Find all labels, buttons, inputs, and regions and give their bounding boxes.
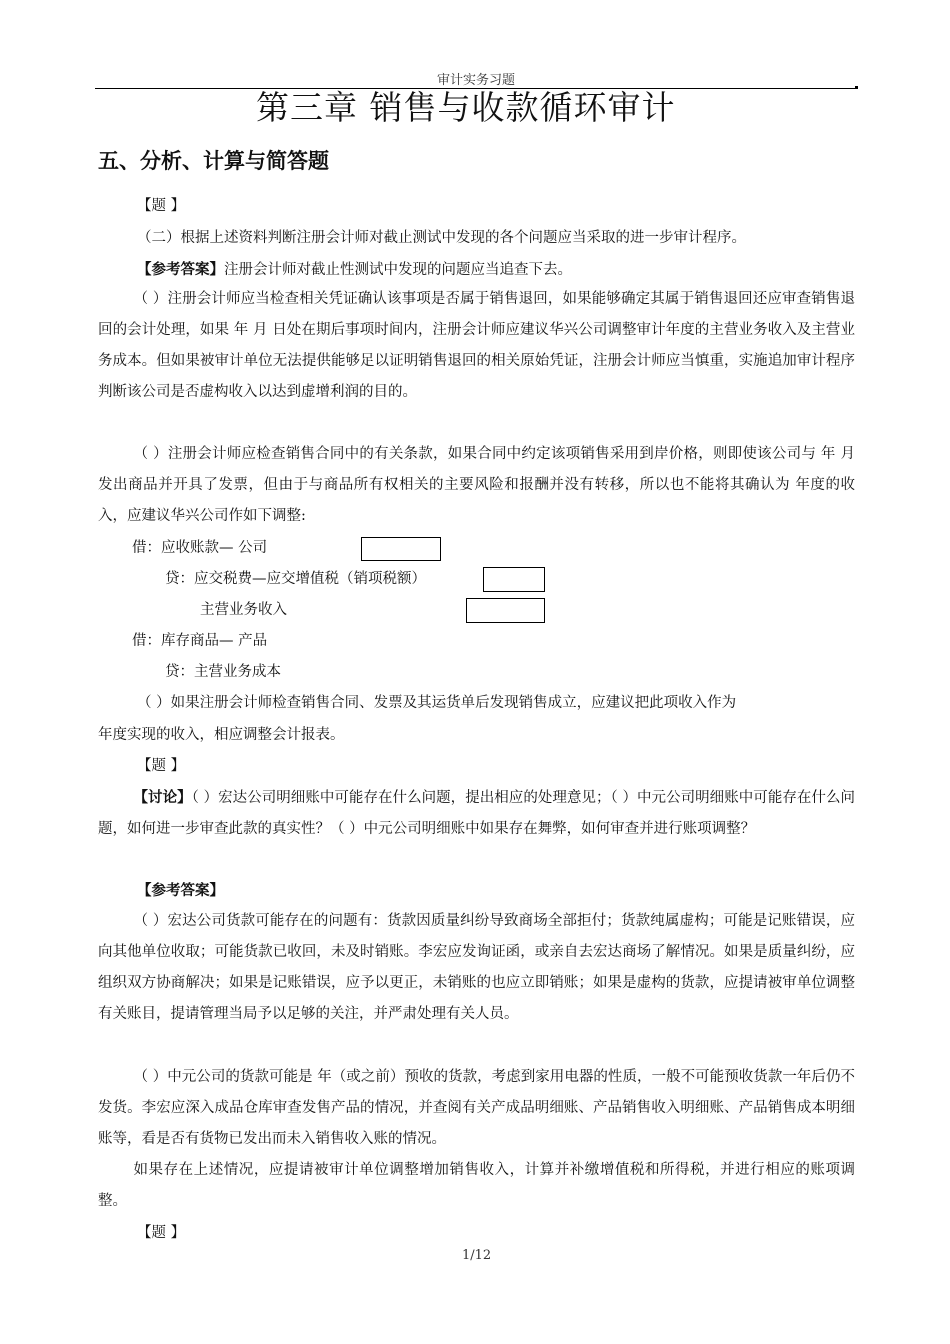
discussion-label: 【讨论】 [133, 789, 192, 806]
journal-entry-debit-inventory: 借：库存商品— 产品 [132, 633, 268, 649]
answer-intro: 注册会计师对截止性测试中发现的问题应当追查下去。 [224, 262, 572, 278]
answer-paragraph-5: （ ）中元公司的货款可能是 年（或之前）预收的货款，考虑到家用电器的性质，一般不可能预收货款一年后仍不发货。李宏应深入成品仓库审查发售产品的情况，并查阅有关产成品明细账、产品销售收入明细账、产品销售成本明细账等，看是否有货物已发出而未入销售收入账的情况。 [98, 1069, 855, 1147]
journal-entry-credit-revenue: 主营业务收入 [200, 602, 287, 618]
chapter-title: 第三章 销售与收款循环审计 [256, 88, 676, 127]
page-number: 1/12 [462, 1248, 492, 1263]
discussion-paragraph [98, 782, 855, 845]
answer-paragraph-6: 如果存在上述情况，应提请被审计单位调整增加销售收入，计算并补缴增值税和所得税，并进行相应的账项调整。 [98, 1162, 855, 1209]
question-label: 【题 】 [137, 198, 186, 214]
answer-paragraph-4: （ ）宏达公司货款可能存在的问题有：货款因质量纠纷导致商场全部拒付；货款纯属虚构；可能是记账错误，应向其他单位收取；可能货款已收回，未及时销账。李宏应发询证函，或亲自去宏达商场了解情况。如果是质量纠纷，应组织双方协商解决；如果是记账错误，应予以更正，未销账的也应立即销账；如果是虚构的货款，应提请被审单位调整有关账目，提请管理当局予以足够的关注，并严肃处理有关人员。 [98, 913, 855, 1022]
amount-box [466, 598, 545, 623]
journal-entry-debit-receivable: 借：应收账款— 公司 [132, 540, 268, 556]
answer-label: 【参考答案】 [137, 261, 224, 278]
question-label: 【题 】 [137, 1225, 186, 1241]
answer-paragraph-3a: （ ）如果注册会计师检查销售合同、发票及其运货单后发现销售成立，应建议把此项收入作为 [137, 695, 737, 711]
answer-line [137, 254, 572, 286]
page-header: 审计实务习题 [437, 73, 516, 88]
answer-paragraph-3b: 年度实现的收入，相应调整会计报表。 [98, 727, 345, 743]
section-title: 五、分析、计算与简答题 [98, 149, 329, 173]
amount-box [361, 537, 441, 561]
answer-label: 【参考答案】 [137, 882, 224, 899]
journal-entry-credit-tax: 贷：应交税费—应交增值税（销项税额） [165, 571, 426, 587]
answer-paragraph-1: （ ）注册会计师应当检查相关凭证确认该事项是否属于销售退回，如果能够确定其属于销售退回还应审查销售退回的会计处理，如果 年 月 日处在期后事项时间内，注册会计师应建议华兴公司调整审计年度的主营业务收入及主营业务成本。但如果被审计单位无法提供能够足以证明销售退回的相关原始凭证，注册会计师应当慎重，实施追加审计程序判断该公司是否虚构收入以达到虚增利润的目的。 [98, 291, 855, 400]
question-text: （二）根据上述资料判断注册会计师对截止测试中发现的各个问题应当采取的进一步审计程序。 [137, 230, 746, 246]
discussion-text: （ ）宏达公司明细账中可能存在什么问题，提出相应的处理意见；（ ）中元公司明细账中可能存在什么问题，如何进一步审查此款的真实性？（ ）中元公司明细账中如果存在舞弊，如何审查并进行账项调整？ [98, 790, 855, 837]
journal-entry-credit-cost: 贷：主营业务成本 [165, 664, 281, 680]
answer-paragraph-2: （ ）注册会计师应检查销售合同中的有关条款，如果合同中约定该项销售采用到岸价格，则即使该公司与 年 月发出商品并开具了发票，但由于与商品所有权相关的主要风险和报酬并没有转移，所以也不能将其确认为 年度的收入，应建议华兴公司作如下调整: [98, 446, 855, 524]
question-label: 【题 】 [137, 758, 186, 774]
header-rule-mark [855, 86, 858, 89]
amount-box [483, 567, 545, 592]
